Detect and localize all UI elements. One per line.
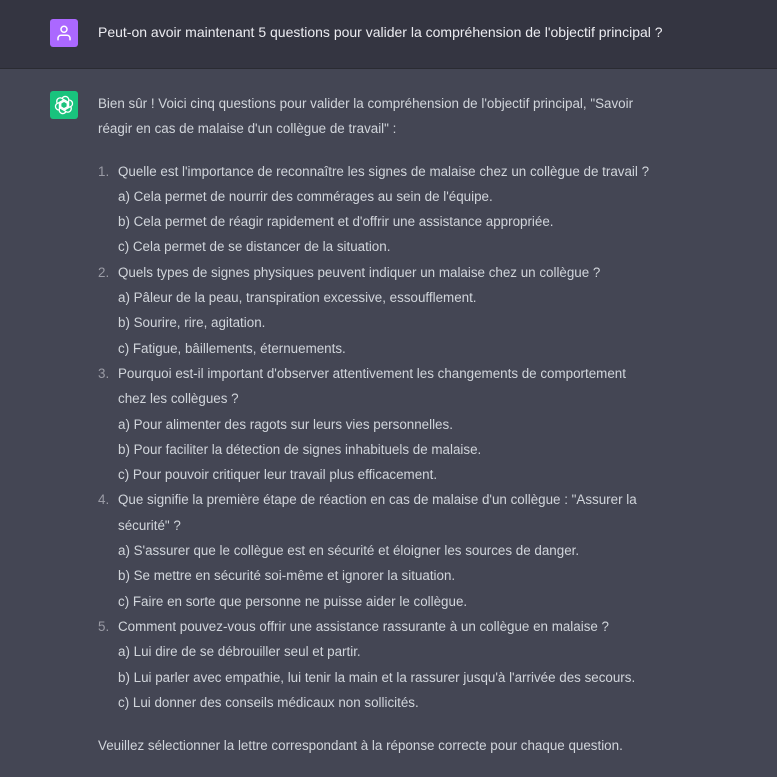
answer-option: c) Lui donner des conseils médicaux non sollicités. bbox=[118, 694, 419, 710]
assistant-intro-line: Bien sûr ! Voici cinq questions pour valider la compréhension de l'objectif principal, "Savoir bbox=[98, 96, 634, 111]
user-message-row bbox=[0, 0, 777, 69]
question-item bbox=[98, 260, 698, 361]
assistant-intro-line: réagir en cas de malaise d'un collègue de travail" : bbox=[98, 121, 397, 137]
answer-option: b) Se mettre en sécurité soi-même et ignorer la situation. bbox=[118, 568, 456, 584]
assistant-avatar bbox=[50, 91, 78, 119]
answer-option: b) Pour faciliter la détection de signes inhabituels de malaise. bbox=[118, 441, 482, 457]
answer-option: a) Pâleur de la peau, transpiration excessive, essoufflement. bbox=[118, 290, 477, 306]
answer-option: c) Cela permet de se distancer de la situation. bbox=[118, 239, 391, 255]
user-icon bbox=[55, 24, 73, 42]
question-text: sécurité" ? bbox=[118, 517, 181, 533]
question-text: Pourquoi est-il important d'observer attentivement les changements de comportement bbox=[118, 365, 626, 381]
answer-option: b) Lui parler avec empathie, lui tenir la main et la rassurer jusqu'à l'arrivée des secours. bbox=[118, 669, 636, 685]
question-text: Comment pouvez-vous offrir une assistance rassurante à un collègue en malaise ? bbox=[118, 618, 610, 634]
question-item bbox=[98, 159, 698, 260]
answer-option: b) Sourire, rire, agitation. bbox=[118, 315, 266, 331]
answer-option: c) Pour pouvoir critiquer leur travail plus efficacement. bbox=[118, 467, 438, 483]
user-avatar bbox=[50, 19, 78, 47]
question-text: Quels types de signes physiques peuvent indiquer un malaise chez un collègue ? bbox=[118, 264, 601, 280]
answer-option: c) Faire en sorte que personne ne puisse aider le collègue. bbox=[118, 593, 468, 609]
question-number: 5. bbox=[98, 618, 110, 634]
answer-option: a) Cela permet de nourrir des commérages au sein de l'équipe. bbox=[118, 188, 493, 204]
answer-option: a) S'assurer que le collègue est en sécurité et éloigner les sources de danger. bbox=[118, 543, 580, 559]
question-text: Quelle est l'importance de reconnaître les signes de malaise chez un collègue de travail ? bbox=[118, 163, 650, 179]
question-item bbox=[98, 487, 698, 613]
question-number: 1. bbox=[98, 163, 110, 179]
assistant-message-row bbox=[0, 69, 777, 777]
user-message-text: Peut-on avoir maintenant 5 questions pour valider la compréhension de l'objectif principal ? bbox=[98, 24, 663, 40]
answer-option: c) Fatigue, bâillements, éternuements. bbox=[118, 340, 346, 356]
answer-option: a) Pour alimenter des ragots sur leurs vies personnelles. bbox=[118, 416, 453, 432]
question-text: chez les collègues ? bbox=[118, 391, 239, 407]
question-number: 3. bbox=[98, 365, 110, 381]
question-text: Que signifie la première étape de réaction en cas de malaise d'un collègue : "Assurer la bbox=[118, 492, 637, 508]
assistant-outro: Veuillez sélectionner la lettre correspondant à la réponse correcte pour chaque question. bbox=[98, 738, 623, 754]
answer-option: a) Lui dire de se débrouiller seul et partir. bbox=[118, 644, 361, 660]
answer-option: b) Cela permet de réagir rapidement et d'offrir une assistance appropriée. bbox=[118, 214, 554, 230]
question-number: 2. bbox=[98, 264, 110, 280]
assistant-message-content bbox=[98, 91, 698, 758]
assistant-intro bbox=[98, 91, 698, 142]
question-item bbox=[98, 614, 698, 715]
question-item bbox=[98, 361, 698, 487]
openai-logo-icon bbox=[54, 95, 74, 115]
question-list bbox=[98, 159, 698, 716]
question-number: 4. bbox=[98, 492, 110, 508]
